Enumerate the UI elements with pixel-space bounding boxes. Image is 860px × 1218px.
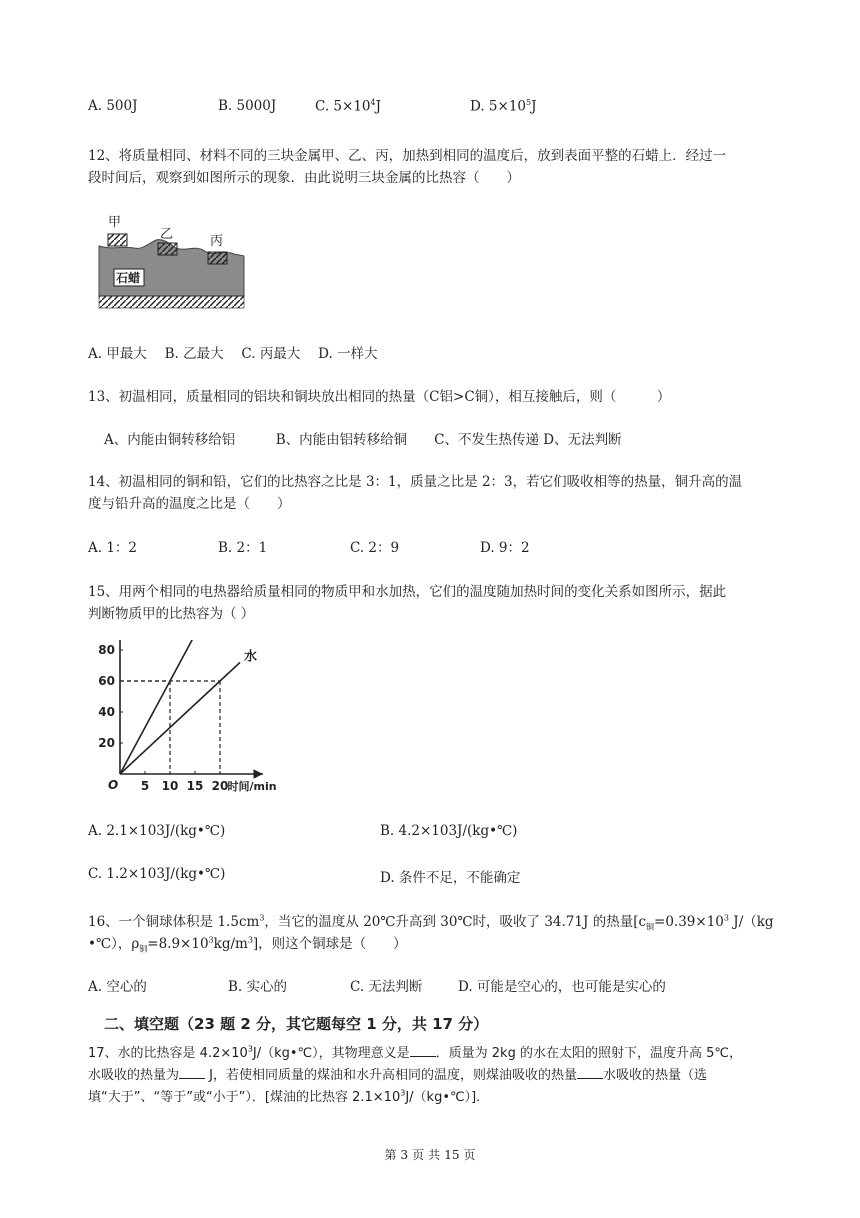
q12-text-line1: 12、将质量相同、材料不同的三块金属甲、乙、丙，加热到相同的温度后，放到表面平整的石蜡上．经过一 xyxy=(88,148,727,164)
q15-text-line1: 15、用两个相同的电热器给质量相同的物质甲和水加热，它们的温度随加热时间的变化关系如图所示，据此 xyxy=(88,584,727,600)
answer-blank[interactable] xyxy=(577,1066,603,1079)
section-heading: 二、填空题（23 题 2 分，其它题每空 1 分，共 17 分） xyxy=(104,1015,489,1033)
q13-text-line1: 13、初温相同，质量相同的铝块和铜块放出相同的热量（C铝>C铜），相互接触后，则（ ） xyxy=(88,389,671,405)
q11-option-b: B. 5000J xyxy=(218,98,277,114)
q14-option-b: B. 2：1 xyxy=(218,540,268,556)
q14-text-line1: 14、初温相同的铜和铅，它们的比热容之比是 3：1，质量之比是 2：3，若它们吸收相等的热量，铜升高的温 xyxy=(88,474,743,490)
y-tick-label: 40 xyxy=(98,705,115,719)
q15-option-b: B. 4.2×103J/(kg•℃) xyxy=(380,823,518,839)
q14-option-a: A. 1：2 xyxy=(88,540,138,556)
x-axis-label: 时间/min xyxy=(227,780,277,793)
figure-label-wax: 石蜡 xyxy=(116,271,141,285)
q12-text-line2: 段时间后，观察到如图所示的现象．由此说明三块金属的比热容（ ） xyxy=(88,170,520,186)
y-tick-label: 80 xyxy=(98,643,115,657)
temperature-time-chart xyxy=(90,640,338,800)
origin-label: O xyxy=(108,778,119,792)
figure-label-yi: 乙 xyxy=(160,227,174,242)
x-tick-label: 5 xyxy=(140,779,150,793)
y-tick-label: 60 xyxy=(98,674,115,688)
figure-label-jia: 甲 xyxy=(108,215,122,230)
q16-option-a: A. 空心的 xyxy=(88,979,147,995)
q16-option-d: D. 可能是空心的，也可能是实心的 xyxy=(458,979,666,995)
q16-option-c: C. 无法判断 xyxy=(350,979,423,995)
wax-figure xyxy=(96,210,248,312)
series-label-water: 水 xyxy=(244,649,258,665)
x-tick-label: 20 xyxy=(211,779,229,793)
x-tick-label: 15 xyxy=(186,779,204,793)
q11-option-c: C. $5\times 10^4J$ xyxy=(315,98,382,115)
figure-label-bing: 丙 xyxy=(210,234,224,249)
q11-option-d: D. $5\times 10^5J$ xyxy=(470,98,537,115)
q14-option-d: D. 9：2 xyxy=(480,540,530,556)
x-tick-label: 10 xyxy=(161,779,179,793)
series-line-jia xyxy=(120,640,195,774)
q14-text-line2: 度与铅升高的温度之比是（ ） xyxy=(88,496,291,512)
q15-option-d: D. 条件不足，不能确定 xyxy=(380,870,521,886)
q15-text-line2: 判断物质甲的比热容为（ ） xyxy=(88,606,255,622)
q14-option-c: C. 2：9 xyxy=(350,540,400,556)
q16-text-line2: •℃），$\rho_铜=8.9\times 10^3kg/m^3$]，则这个铜球是（ ） xyxy=(88,935,407,954)
q17-text-line2: 水吸收的热量为 J，若使相同质量的煤油和水升高相同的温度，则煤油吸收的热量 水吸收的热量（选 xyxy=(88,1068,707,1083)
q13-options: A、内能由铜转移给铝 B、内能由铝转移给铜 C、不发生热传递 D、无法判断 xyxy=(104,432,622,448)
q17-text-line1: 17、水的比热容是 $4.2\times 10^3J/(kg•℃)$，其物理意义是 ．质量为 2kg 的水在太阳的照射下，温度升高 5℃， xyxy=(88,1044,742,1061)
answer-blank[interactable] xyxy=(410,1044,436,1057)
q15-option-a: A. 2.1×103J/(kg•℃) xyxy=(88,823,226,839)
series-line-water xyxy=(120,662,240,774)
q12-options: A. 甲最大 B. 乙最大 C. 丙最大 D. 一样大 xyxy=(88,346,378,362)
page-footer: 第 3 页 共 15 页 xyxy=(384,1148,476,1162)
q16-text-line1: 16、一个铜球体积是 $1.5cm^3$，当它的温度从 20℃升高到 30℃时，吸收了 34.71J 的热量[$c_铜=0.39\times 10^3$ J/（kg xyxy=(88,913,774,932)
q16-option-b: B. 实心的 xyxy=(228,979,288,995)
q11-option-a: A. 500J xyxy=(88,98,138,114)
q17-text-line3: 填“大于”、“等于”或“小于”）．[煤油的比热容 $2.1\times 10^3J/(kg•℃)$]． xyxy=(88,1088,490,1105)
q15-option-c: C. 1.2×103J/(kg•℃) xyxy=(88,866,226,882)
answer-blank[interactable] xyxy=(179,1066,205,1079)
y-tick-label: 20 xyxy=(98,736,115,750)
